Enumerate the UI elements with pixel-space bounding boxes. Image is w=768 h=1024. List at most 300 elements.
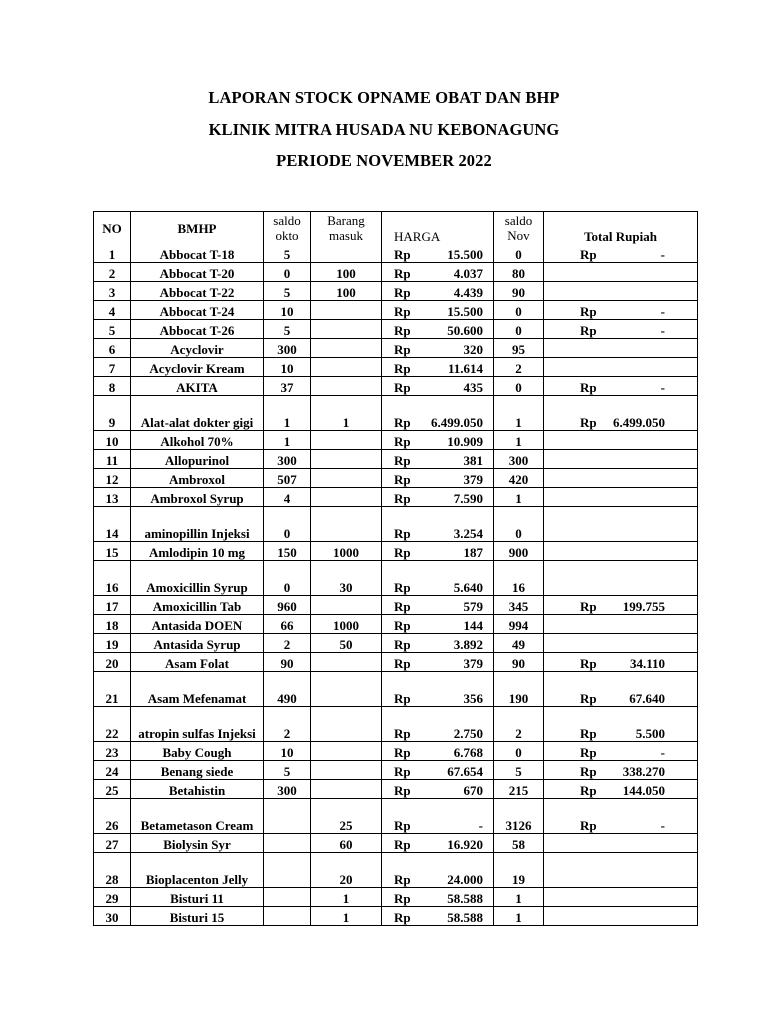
harga-cell [382, 888, 494, 907]
saldo-okto-value: 10 [264, 301, 311, 320]
saldo-okto-value: 90 [264, 653, 311, 672]
harga-value: 3.892 [453, 637, 483, 652]
saldo-okto-value: 0 [264, 263, 311, 282]
harga-cell [382, 742, 494, 761]
item-name: Abbocat T-22 [131, 282, 264, 301]
total-rupiah-cell [544, 282, 698, 301]
total-rupiah-cell [544, 377, 698, 396]
saldo-nov-value: 1 [494, 431, 544, 450]
row-number: 12 [94, 469, 131, 488]
currency-label: Rp [394, 266, 411, 281]
currency-label: Rp [580, 726, 597, 741]
currency-label: Rp [394, 434, 411, 449]
table-row [94, 301, 698, 320]
row-number: 16 [94, 561, 131, 596]
harga-value: 579 [463, 599, 483, 614]
saldo-nov-value: 0 [494, 244, 544, 263]
currency-label: Rp [394, 285, 411, 300]
saldo-okto-value: 0 [264, 507, 311, 542]
table-row [94, 615, 698, 634]
item-name: Amlodipin 10 mg [131, 542, 264, 561]
harga-value: 24.000 [447, 872, 483, 887]
table-row [94, 742, 698, 761]
table-row [94, 672, 698, 707]
currency-label: Rp [580, 380, 597, 395]
harga-value: 2.750 [453, 726, 483, 741]
saldo-okto-value [264, 834, 311, 853]
barang-masuk-value [311, 672, 382, 707]
saldo-nov-value: 0 [494, 301, 544, 320]
currency-label: Rp [394, 691, 411, 706]
saldo-okto-value: 10 [264, 358, 311, 377]
harga-cell [382, 761, 494, 780]
saldo-nov-value: 0 [494, 320, 544, 339]
harga-cell [382, 469, 494, 488]
total-rupiah-cell [544, 615, 698, 634]
currency-label: Rp [394, 415, 411, 430]
row-number: 28 [94, 853, 131, 888]
total-value: 6.499.050 [613, 415, 665, 430]
harga-value: 5.640 [453, 580, 483, 595]
saldo-okto-value: 5 [264, 244, 311, 263]
harga-cell [382, 561, 494, 596]
harga-value: 11.614 [447, 361, 483, 376]
item-name: Alkohol 70% [131, 431, 264, 450]
col-header-harga: HARGA [382, 212, 494, 245]
item-name: aminopillin Injeksi [131, 507, 264, 542]
currency-label: Rp [394, 323, 411, 338]
total-rupiah-cell [544, 799, 698, 834]
item-name: AKITA [131, 377, 264, 396]
saldo-nov-value: 1 [494, 488, 544, 507]
row-number: 4 [94, 301, 131, 320]
barang-masuk-value [311, 780, 382, 799]
table-row [94, 396, 698, 431]
total-rupiah-cell [544, 358, 698, 377]
total-rupiah-cell [544, 761, 698, 780]
table-row [94, 488, 698, 507]
item-name: Biolysin Syr [131, 834, 264, 853]
saldo-okto-value: 4 [264, 488, 311, 507]
barang-masuk-value [311, 653, 382, 672]
row-number: 14 [94, 507, 131, 542]
row-number: 8 [94, 377, 131, 396]
total-rupiah-cell [544, 888, 698, 907]
harga-value: 6.768 [453, 745, 483, 760]
currency-label: Rp [580, 323, 597, 338]
row-number: 6 [94, 339, 131, 358]
total-rupiah-cell [544, 596, 698, 615]
total-value: 5.500 [635, 726, 665, 741]
barang-masuk-value [311, 507, 382, 542]
currency-label: Rp [394, 453, 411, 468]
harga-cell [382, 339, 494, 358]
row-number: 29 [94, 888, 131, 907]
saldo-nov-value: 2 [494, 358, 544, 377]
table-row [94, 834, 698, 853]
harga-value: 10.909 [447, 434, 483, 449]
total-rupiah-cell [544, 450, 698, 469]
table-row [94, 780, 698, 799]
saldo-nov-value: 994 [494, 615, 544, 634]
currency-label: Rp [580, 599, 597, 614]
row-number: 20 [94, 653, 131, 672]
total-rupiah-cell [544, 907, 698, 926]
total-value: 199.755 [622, 599, 665, 614]
table-row [94, 561, 698, 596]
barang-masuk-text: 1000 [333, 618, 359, 633]
total-rupiah-cell [544, 634, 698, 653]
currency-label: Rp [394, 745, 411, 760]
harga-cell [382, 542, 494, 561]
total-rupiah-cell [544, 431, 698, 450]
saldo-nov-value: 95 [494, 339, 544, 358]
harga-cell [382, 853, 494, 888]
total-value: - [660, 247, 665, 262]
total-value: 144.050 [622, 783, 665, 798]
barang-masuk-text: 100 [336, 285, 356, 300]
total-rupiah-cell [544, 396, 698, 431]
total-rupiah-cell [544, 542, 698, 561]
currency-label: Rp [394, 891, 411, 906]
currency-label: Rp [580, 818, 597, 833]
barang-masuk-text: 100 [336, 266, 356, 281]
barang-masuk-value [311, 320, 382, 339]
harga-cell [382, 282, 494, 301]
saldo-okto-value: 5 [264, 320, 311, 339]
total-rupiah-cell [544, 834, 698, 853]
saldo-nov-value: 300 [494, 450, 544, 469]
col-header-saldo-nov: saldo Nov [494, 212, 544, 245]
row-number: 19 [94, 634, 131, 653]
item-name: Amoxicillin Syrup [131, 561, 264, 596]
item-name: Betametason Cream [131, 799, 264, 834]
stock-opname-table [93, 211, 698, 926]
total-rupiah-cell [544, 707, 698, 742]
total-rupiah-cell [544, 780, 698, 799]
saldo-okto-value: 5 [264, 282, 311, 301]
currency-label: Rp [394, 764, 411, 779]
harga-value: 16.920 [447, 837, 483, 852]
harga-value: 435 [463, 380, 483, 395]
table-body [94, 244, 698, 926]
row-number: 24 [94, 761, 131, 780]
barang-masuk-text: 1 [342, 891, 350, 906]
total-rupiah-cell [544, 263, 698, 282]
currency-label: Rp [394, 872, 411, 887]
harga-cell [382, 320, 494, 339]
total-rupiah-cell [544, 320, 698, 339]
item-name: Bisturi 11 [131, 888, 264, 907]
harga-cell [382, 907, 494, 926]
table-row [94, 450, 698, 469]
barang-masuk-value [311, 431, 382, 450]
harga-cell [382, 672, 494, 707]
currency-label: Rp [394, 247, 411, 262]
saldo-nov-value: 3126 [494, 799, 544, 834]
harga-cell [382, 377, 494, 396]
barang-masuk-value [311, 834, 382, 853]
saldo-okto-value: 300 [264, 339, 311, 358]
barang-masuk-value [311, 450, 382, 469]
saldo-nov-value: 80 [494, 263, 544, 282]
clinic-name: KLINIK MITRA HUSADA NU KEBONAGUNG [208, 120, 560, 139]
currency-label: Rp [394, 580, 411, 595]
currency-label: Rp [394, 472, 411, 487]
item-name: Abbocat T-26 [131, 320, 264, 339]
currency-label: Rp [580, 783, 597, 798]
saldo-nov-value: 0 [494, 377, 544, 396]
table-row [94, 358, 698, 377]
table-row [94, 542, 698, 561]
harga-cell [382, 396, 494, 431]
harga-value: 50.600 [447, 323, 483, 338]
currency-label: Rp [394, 380, 411, 395]
item-name: Amoxicillin Tab [131, 596, 264, 615]
saldo-okto-value: 300 [264, 780, 311, 799]
harga-value: 6.499.050 [431, 415, 483, 430]
row-number: 7 [94, 358, 131, 377]
currency-label: Rp [580, 656, 597, 671]
harga-value: 58.588 [447, 910, 483, 925]
saldo-nov-value: 90 [494, 282, 544, 301]
table-row [94, 263, 698, 282]
barang-masuk-value [311, 396, 382, 431]
item-name: Allopurinol [131, 450, 264, 469]
barang-masuk-value [311, 263, 382, 282]
row-number: 5 [94, 320, 131, 339]
currency-label: Rp [394, 342, 411, 357]
barang-masuk-text: 25 [339, 818, 353, 833]
table-row [94, 761, 698, 780]
report-period: PERIODE NOVEMBER 2022 [276, 151, 492, 170]
saldo-nov-value: 900 [494, 542, 544, 561]
saldo-nov-value: 215 [494, 780, 544, 799]
barang-masuk-text: 1 [342, 910, 350, 925]
currency-label: Rp [394, 818, 411, 833]
table-row [94, 431, 698, 450]
barang-masuk-text: 1 [342, 415, 350, 430]
row-number: 3 [94, 282, 131, 301]
saldo-nov-value: 90 [494, 653, 544, 672]
saldo-nov-value: 0 [494, 507, 544, 542]
barang-masuk-value [311, 339, 382, 358]
item-name: Abbocat T-20 [131, 263, 264, 282]
table-row [94, 596, 698, 615]
item-name: Bioplacenton Jelly [131, 853, 264, 888]
harga-value: 144 [463, 618, 483, 633]
row-number: 17 [94, 596, 131, 615]
total-rupiah-cell [544, 507, 698, 542]
item-name: Baby Cough [131, 742, 264, 761]
total-rupiah-cell [544, 561, 698, 596]
col-header-bmhp: BMHP [131, 212, 264, 245]
table-row [94, 339, 698, 358]
currency-label: Rp [394, 526, 411, 541]
currency-label: Rp [394, 618, 411, 633]
saldo-nov-value: 16 [494, 561, 544, 596]
total-rupiah-cell [544, 672, 698, 707]
barang-masuk-value [311, 377, 382, 396]
row-number: 25 [94, 780, 131, 799]
item-name: Bisturi 15 [131, 907, 264, 926]
currency-label: Rp [580, 764, 597, 779]
currency-label: Rp [394, 599, 411, 614]
barang-masuk-value [311, 799, 382, 834]
barang-masuk-value [311, 282, 382, 301]
currency-label: Rp [394, 726, 411, 741]
barang-masuk-value [311, 244, 382, 263]
harga-value: 381 [463, 453, 483, 468]
row-number: 15 [94, 542, 131, 561]
harga-value: - [478, 818, 483, 833]
barang-masuk-value [311, 488, 382, 507]
saldo-okto-value: 10 [264, 742, 311, 761]
total-rupiah-cell [544, 339, 698, 358]
currency-label: Rp [580, 247, 597, 262]
total-value: 34.110 [629, 656, 665, 671]
harga-value: 7.590 [453, 491, 483, 506]
currency-label: Rp [394, 637, 411, 652]
currency-label: Rp [394, 361, 411, 376]
total-rupiah-cell [544, 488, 698, 507]
total-value: - [660, 323, 665, 338]
row-number: 27 [94, 834, 131, 853]
harga-cell [382, 431, 494, 450]
total-value: - [660, 745, 665, 760]
item-name: Betahistin [131, 780, 264, 799]
row-number: 21 [94, 672, 131, 707]
currency-label: Rp [394, 783, 411, 798]
harga-cell [382, 263, 494, 282]
currency-label: Rp [394, 837, 411, 852]
report-title: LAPORAN STOCK OPNAME OBAT DAN BHP [208, 88, 560, 107]
row-number: 11 [94, 450, 131, 469]
harga-cell [382, 507, 494, 542]
barang-masuk-value [311, 634, 382, 653]
table-row [94, 799, 698, 834]
currency-label: Rp [394, 656, 411, 671]
col-header-total-rupiah: Total Rupiah [544, 212, 698, 245]
saldo-nov-value: 1 [494, 888, 544, 907]
saldo-nov-value: 2 [494, 707, 544, 742]
saldo-nov-value: 58 [494, 834, 544, 853]
row-number: 9 [94, 396, 131, 431]
harga-value: 67.654 [447, 764, 483, 779]
table-row [94, 907, 698, 926]
total-value: - [660, 818, 665, 833]
saldo-okto-value [264, 799, 311, 834]
total-rupiah-cell [544, 301, 698, 320]
saldo-nov-value: 345 [494, 596, 544, 615]
barang-masuk-value [311, 596, 382, 615]
currency-label: Rp [580, 691, 597, 706]
table-row [94, 707, 698, 742]
barang-masuk-text: 20 [339, 872, 353, 887]
saldo-okto-value: 0 [264, 561, 311, 596]
barang-masuk-value [311, 469, 382, 488]
harga-value: 320 [463, 342, 483, 357]
harga-value: 3.254 [453, 526, 483, 541]
harga-cell [382, 780, 494, 799]
row-number: 18 [94, 615, 131, 634]
currency-label: Rp [580, 745, 597, 760]
barang-masuk-value [311, 742, 382, 761]
saldo-okto-value [264, 853, 311, 888]
table-row [94, 888, 698, 907]
item-name: Alat-alat dokter gigi [131, 396, 264, 431]
saldo-nov-value: 19 [494, 853, 544, 888]
table-row [94, 244, 698, 263]
row-number: 23 [94, 742, 131, 761]
saldo-okto-value: 150 [264, 542, 311, 561]
harga-value: 4.439 [453, 285, 483, 300]
total-value: 338.270 [622, 764, 665, 779]
table-row [94, 377, 698, 396]
harga-value: 379 [463, 656, 483, 671]
currency-label: Rp [394, 545, 411, 560]
item-name: Abbocat T-18 [131, 244, 264, 263]
item-name: Benang siede [131, 761, 264, 780]
harga-value: 15.500 [447, 247, 483, 262]
barang-masuk-value [311, 301, 382, 320]
barang-masuk-value [311, 615, 382, 634]
saldo-okto-value: 37 [264, 377, 311, 396]
barang-masuk-value [311, 561, 382, 596]
total-rupiah-cell [544, 469, 698, 488]
table-row [94, 282, 698, 301]
saldo-okto-value [264, 907, 311, 926]
currency-label: Rp [580, 304, 597, 319]
row-number: 26 [94, 799, 131, 834]
barang-masuk-value [311, 907, 382, 926]
row-number: 30 [94, 907, 131, 926]
saldo-okto-value: 960 [264, 596, 311, 615]
harga-value: 58.588 [447, 891, 483, 906]
harga-cell [382, 244, 494, 263]
table-row [94, 469, 698, 488]
total-value: 67.640 [629, 691, 665, 706]
row-number: 10 [94, 431, 131, 450]
barang-masuk-value [311, 707, 382, 742]
total-value: - [660, 304, 665, 319]
total-rupiah-cell [544, 653, 698, 672]
total-rupiah-cell [544, 244, 698, 263]
harga-cell [382, 707, 494, 742]
barang-masuk-value [311, 542, 382, 561]
total-rupiah-cell [544, 853, 698, 888]
saldo-okto-value: 1 [264, 431, 311, 450]
harga-cell [382, 596, 494, 615]
saldo-okto-value: 490 [264, 672, 311, 707]
harga-cell [382, 834, 494, 853]
item-name: Ambroxol [131, 469, 264, 488]
saldo-nov-value: 1 [494, 396, 544, 431]
barang-masuk-value [311, 853, 382, 888]
currency-label: Rp [394, 304, 411, 319]
saldo-okto-value: 66 [264, 615, 311, 634]
item-name: Acyclovir Kream [131, 358, 264, 377]
currency-label: Rp [394, 491, 411, 506]
item-name: Asam Folat [131, 653, 264, 672]
barang-masuk-text: 30 [339, 580, 353, 595]
saldo-nov-value: 49 [494, 634, 544, 653]
saldo-nov-value: 190 [494, 672, 544, 707]
currency-label: Rp [394, 910, 411, 925]
table-row [94, 507, 698, 542]
table-row [94, 653, 698, 672]
saldo-nov-value: 5 [494, 761, 544, 780]
